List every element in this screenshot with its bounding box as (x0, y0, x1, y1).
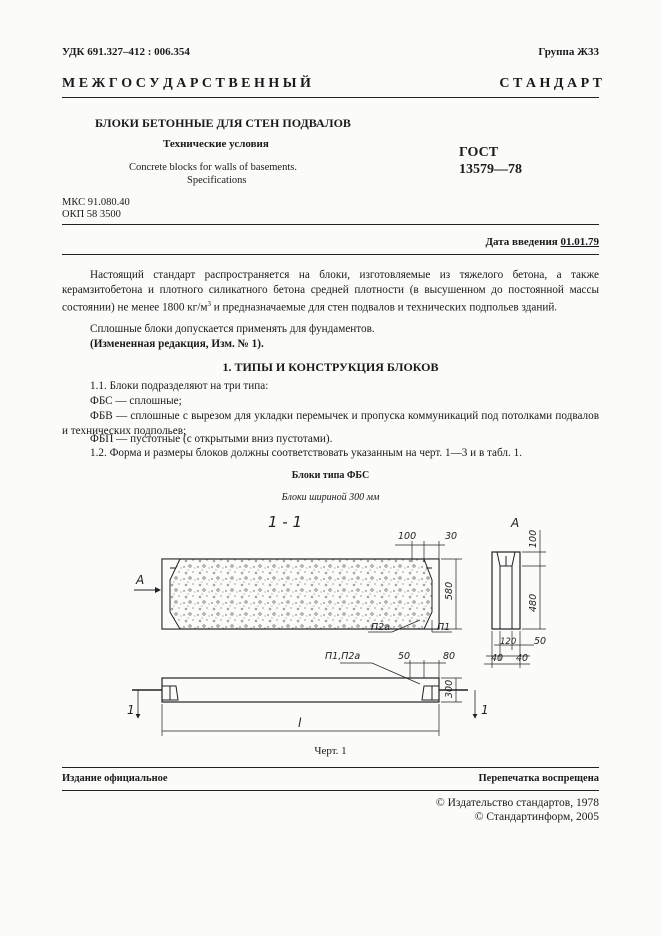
gost-label: ГОСТ (459, 145, 499, 160)
paragraph-foundations: Сплошные блоки допускается применять для фундаментов. (90, 323, 375, 335)
dim-length: l (298, 716, 302, 730)
label-p2a: П2а (371, 622, 391, 633)
figure-caption: Черт. 1 (314, 745, 347, 757)
scope-text-a: Настоящий стандарт распространяется на блоки, изготовляемые из тяжелого бетона, а также керамзитобетона и плотного силикатного бетона средней плотности (в высушенном до постоянной массы состоянии) не менее 1800 кг/м (62, 269, 599, 314)
clause-fbs: ФБС — сплошные; (90, 395, 182, 407)
block-elevation (162, 559, 439, 629)
dim-30: 30 (445, 531, 458, 542)
block-plan (132, 678, 468, 702)
okp-code: ОКП 58 3500 (62, 209, 121, 220)
side-dim-120: 120 (500, 637, 517, 647)
intro-date-value: 01.01.79 (560, 236, 599, 248)
arrow-label-a: A (136, 573, 145, 587)
english-title: Concrete blocks for walls of basements. (129, 162, 297, 173)
udk-code: УДК 691.327–412 : 006.354 (62, 46, 190, 58)
dim-300: 300 (444, 679, 455, 698)
mks-code: МКС 91.080.40 (62, 197, 130, 208)
group-code: Группа Ж33 (538, 46, 599, 58)
side-dim-50: 50 (534, 636, 547, 647)
dim-80: 80 (443, 651, 456, 662)
paragraph-amendment: (Измененная редакция, Изм. № 1). (90, 338, 264, 350)
cut-markers (138, 690, 475, 718)
footer-rule (62, 767, 599, 768)
document-title: БЛОКИ БЕТОННЫЕ ДЛЯ СТЕН ПОДВАЛОВ (95, 116, 351, 130)
block-side-view (492, 552, 520, 629)
english-subtitle: Specifications (187, 175, 247, 186)
figure-title: Блоки типа ФБС (291, 470, 370, 481)
view-arrow-a (134, 573, 160, 590)
view-label-a: A (511, 516, 520, 530)
clause-1-2: 1.2. Форма и размеры блоков должны соответствовать указанным на черт. 1—3 и в табл. 1. (90, 447, 523, 459)
side-dim-480: 480 (528, 593, 539, 612)
dim-100-top: 100 (398, 531, 417, 542)
reprint-prohibited: Перепечатка воспрещена (478, 773, 599, 784)
scope-superscript: 3 (207, 300, 211, 309)
clause-fbv: ФБВ — сплошные с вырезом для укладки перемычек и пропуска коммуникаций под потолками подвалов и технических подпольев; (62, 410, 599, 437)
side-dim-100: 100 (528, 529, 539, 548)
official-edition: Издание официальное (62, 773, 168, 784)
section-label: 1 - 1 (268, 513, 303, 531)
footer-rule-2 (62, 790, 599, 791)
cut-label-left: 1 (127, 703, 135, 717)
clause-1-1: 1.1. Блоки подразделяют на три типа: (90, 380, 269, 392)
gost-number: 13579—78 (459, 162, 522, 177)
copyright-1978: © Издательство стандартов, 1978 (435, 797, 599, 809)
document-subtitle: Технические условия (163, 138, 269, 150)
banner-word-2: С Т А Н Д А Р Т (499, 76, 602, 91)
banner-word-1: М Е Ж Г О С У Д А Р С Т В Е Н Н Ы Й (62, 76, 311, 91)
clause-fbp: ФБП — пустотные (с открытыми вниз пустотами). (90, 433, 333, 445)
section-1-title: 1. ТИПЫ И КОНСТРУКЦИЯ БЛОКОВ (222, 360, 439, 374)
scope-text-b: и предназначаемые для стен подвалов и технических подпольев зданий. (210, 301, 558, 314)
side-dim-40a: 40 (491, 653, 504, 664)
side-dim-40b: 40 (516, 653, 529, 664)
cut-label-right: 1 (481, 703, 489, 717)
label-p1: П1 (437, 622, 451, 633)
figure-subtitle: Блоки шириной 300 мм (281, 492, 380, 503)
label-p1p2a: П1,П2а (325, 651, 361, 662)
dim-580: 580 (444, 581, 455, 600)
dim-50-plan: 50 (398, 651, 411, 662)
intro-date-label: Дата введения (485, 236, 558, 248)
copyright-2005: © Стандартинформ, 2005 (474, 811, 599, 823)
